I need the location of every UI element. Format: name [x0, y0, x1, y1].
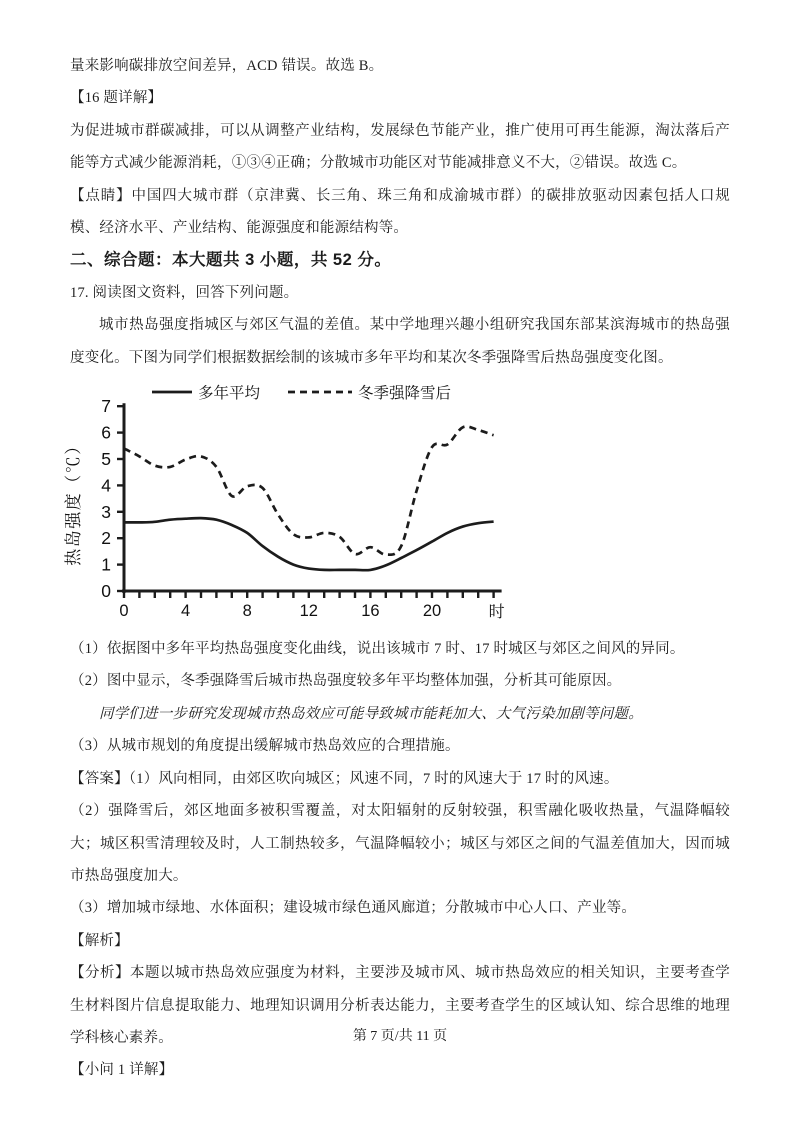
y-tick-label: 4 [101, 475, 111, 496]
paragraph-note: 同学们进一步研究发现城市热岛效应可能导致城市能耗加大、大气污染加剧等问题。 [99, 705, 643, 722]
heat-island-chart-svg [64, 379, 524, 627]
x-tick-label: 8 [242, 602, 252, 621]
series-solid [124, 518, 494, 570]
y-tick-label: 0 [101, 581, 111, 602]
x-axis-ticks [119, 591, 504, 621]
x-tick-label: 16 [361, 602, 380, 621]
question-17-intro: 17. 阅读图文资料，回答下列问题。 [70, 284, 299, 301]
page-footer: 第 7 页/共 11 页 [352, 1029, 448, 1044]
x-axis-unit-label: 时 [488, 604, 505, 622]
answer-1: 【答案】（1）风向相同，由郊区吹向城区；风速不同，7 时的风速大于 17 时的风速。 [70, 770, 619, 787]
x-tick-label: 12 [299, 602, 318, 621]
answer-3: （3）增加城市绿地、水体面积；建设城市绿色通风廊道；分散城市中心人口、产业等。 [70, 900, 637, 917]
y-axis-ticks [101, 396, 124, 601]
heading-jiexi: 【解析】 [70, 932, 129, 949]
question-1: （1）依据图中多年平均热岛强度变化曲线，说出该城市 7 时、17 时城区与郊区之间风的异同。 [70, 641, 685, 658]
paragraph-dianjing: 【点睛】中国四大城市群（京津冀、长三角、珠三角和成渝城市群）的碳排放驱动因素包括人口规模、经济水平、产业结构、能源强度和能源结构等。 [70, 187, 730, 237]
paragraph-carryover: 量来影响碳排放空间差异，ACD 错误。故选 B。 [70, 58, 384, 74]
y-tick-label: 5 [101, 449, 111, 470]
question-3: （3）从城市规划的角度提出缓解城市热岛效应的合理措施。 [70, 738, 460, 755]
question-2: （2）图中显示，冬季强降雪后城市热岛强度较多年平均整体加强，分析其可能原因。 [70, 673, 622, 690]
heat-island-chart [64, 379, 524, 627]
legend-label-average: 多年平均 [198, 385, 261, 403]
x-tick-label: 20 [422, 602, 442, 621]
paragraph-fenxi: 【分析】本题以城市热岛效应强度为材料，主要涉及城市风、城市热岛效应的相关知识，主要考查学生材料图片信息提取能力、地理知识调用分析表达能力，主要考查学生的区域认知、综合思维的地理学科核心素养。 [70, 965, 730, 1046]
answer-2: （2）强降雪后，郊区地面多被积雪覆盖，对太阳辐射的反射较强，积雪融化吸收热量，气温降幅较大；城区积雪清理较及时，人工制热较多，气温降幅较小；城区与郊区之间的气温差值加大，因而城市热岛强度加大。 [70, 803, 730, 884]
heading-xiaowen-1: 【小问 1 详解】 [70, 1062, 174, 1079]
y-tick-label: 6 [101, 422, 111, 443]
series-dashed [124, 427, 494, 555]
y-tick-label: 2 [101, 528, 111, 549]
paragraph-q16-body: 为促进城市群碳减排，可以从调整产业结构，发展绿色节能产业，推广使用可再生能源，淘汰落后产能等方式减少能源消耗，①③④正确；分散城市功能区对节能减排意义不大，②错误。故选 C。 [70, 122, 730, 172]
heading-q16-explain: 【16 题详解】 [70, 90, 163, 107]
legend-label-after-snow: 冬季强降雪后 [358, 385, 452, 403]
section-heading: 二、综合题：本大题共 3 小题，共 52 分。 [70, 251, 392, 270]
y-tick-label: 1 [101, 554, 111, 575]
y-tick-label: 3 [101, 501, 111, 522]
x-tick-label: 4 [181, 602, 191, 621]
chart-legend [152, 383, 451, 402]
y-axis-title: 热岛强度（℃） [64, 436, 83, 566]
chart-axes [122, 403, 502, 593]
paragraph-material: 城市热岛强度指城区与郊区气温的差值。某中学地理兴趣小组研究我国东部某滨海城市的热岛强度变化。下图为同学们根据数据绘制的该城市多年平均和某次冬季强降雪后热岛强度变化图。 [70, 317, 730, 366]
y-tick-label: 7 [101, 396, 111, 417]
x-tick-label: 0 [119, 602, 129, 621]
